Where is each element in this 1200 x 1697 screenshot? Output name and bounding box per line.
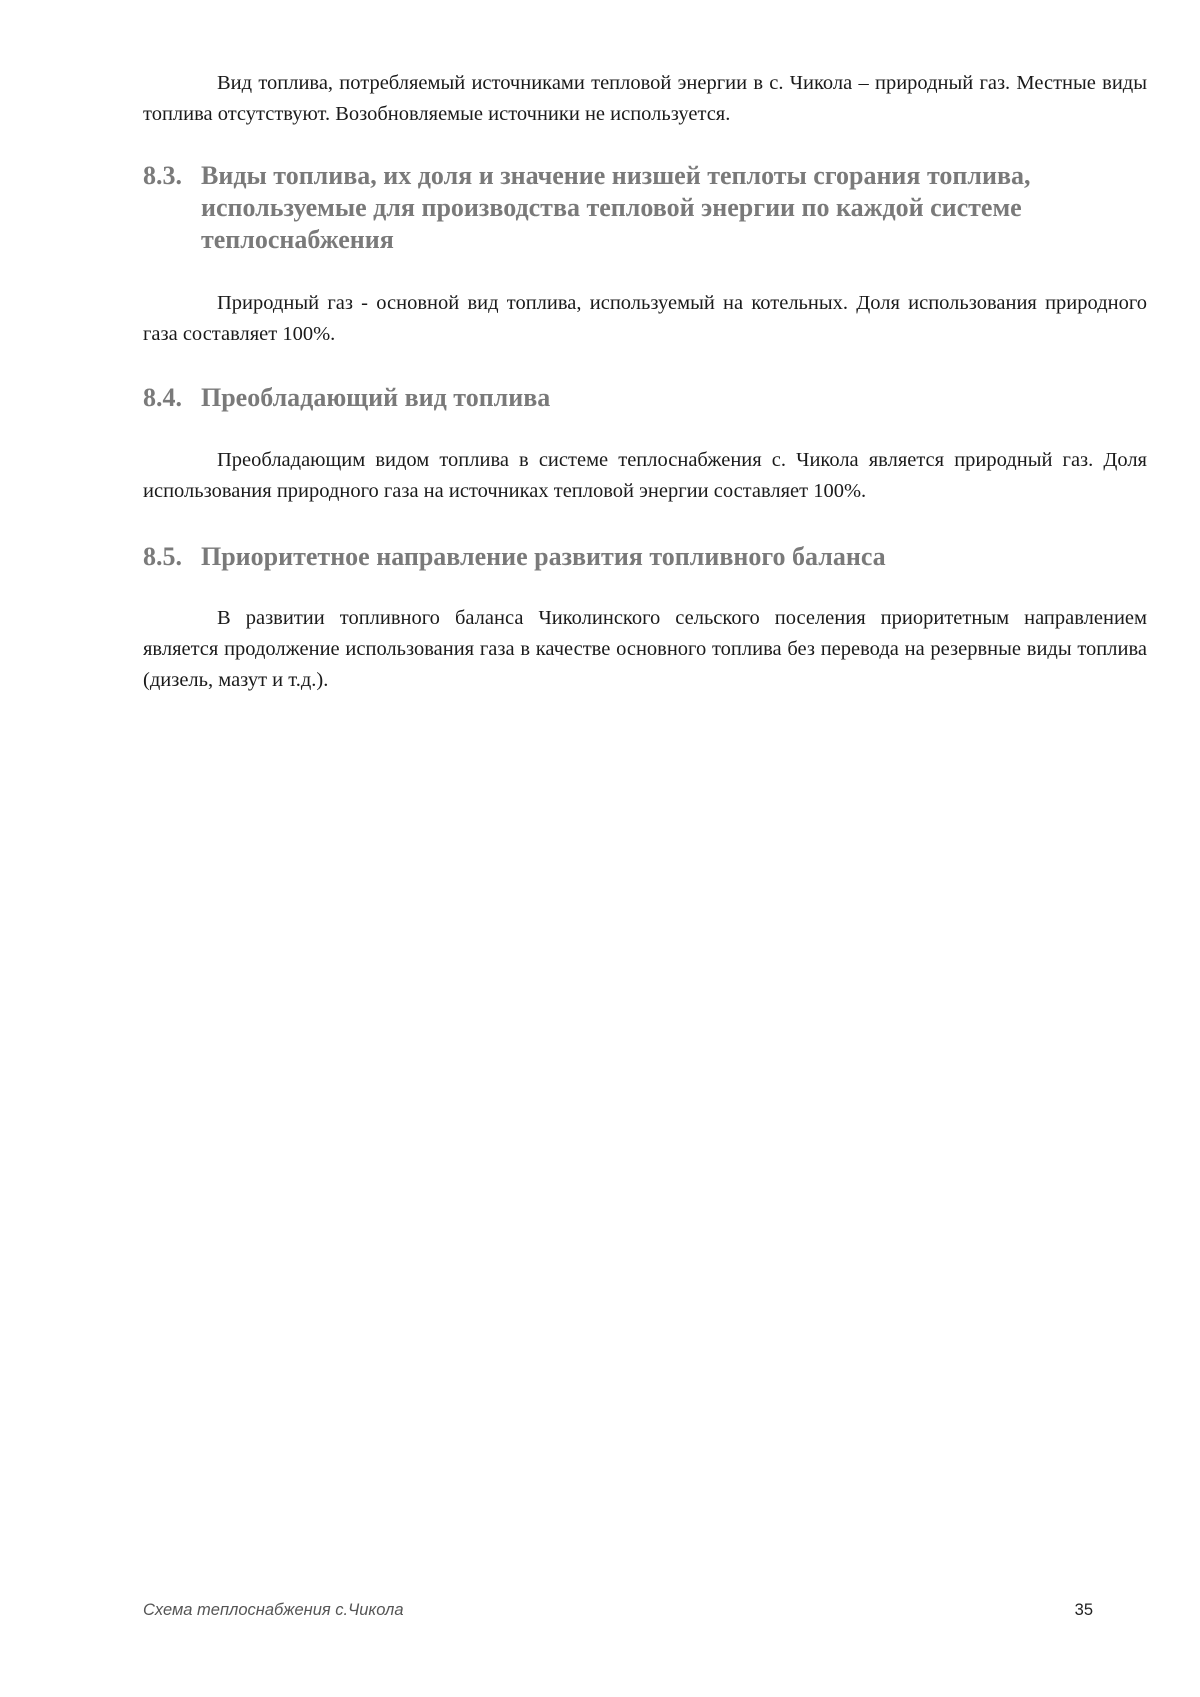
section-paragraph-8-3: Природный газ - основной вид топлива, используемый на котельных. Доля использования природного газа составляет 100%. [143, 292, 1147, 345]
footer-title: Схема теплоснабжения с.Чикола [143, 1601, 404, 1619]
section-heading-8-5 [143, 541, 1147, 573]
section-number: 8.5. [143, 542, 182, 571]
section-heading-8-3 [143, 160, 1147, 256]
section-paragraph-8-4: Преобладающим видом топлива в системе теплоснабжения с. Чикола является природный газ. Доля использования природного газа на источниках тепловой энергии составляет 100%. [143, 449, 1147, 502]
section-number: 8.3. [143, 161, 182, 190]
intro-paragraph: Вид топлива, потребляемый источниками тепловой энергии в с. Чикола – природный газ. Местные виды топлива отсутствуют. Возобновляемые источники не используется. [143, 72, 1147, 125]
page-number: 35 [1074, 1601, 1093, 1619]
section-number: 8.4. [143, 383, 182, 412]
page-content [143, 68, 1147, 696]
page-footer [143, 1601, 1093, 1625]
section-title: Преобладающий вид топлива [201, 383, 551, 412]
section-title: Виды топлива, их доля и значение низшей теплоты сгорания топлива, используемые для производства тепловой энергии по каждой системе теплоснабжения [201, 161, 1031, 254]
section-paragraph-8-5: В развитии топливного баланса Чиколинского сельского поселения приоритетным направлением является продолжение использования газа в качестве основного топлива без перевода на резервные виды топлива (дизель, мазут и т.д.). [143, 607, 1147, 691]
section-heading-8-4 [143, 382, 1147, 414]
section-title: Приоритетное направление развития топливного баланса [201, 542, 886, 571]
